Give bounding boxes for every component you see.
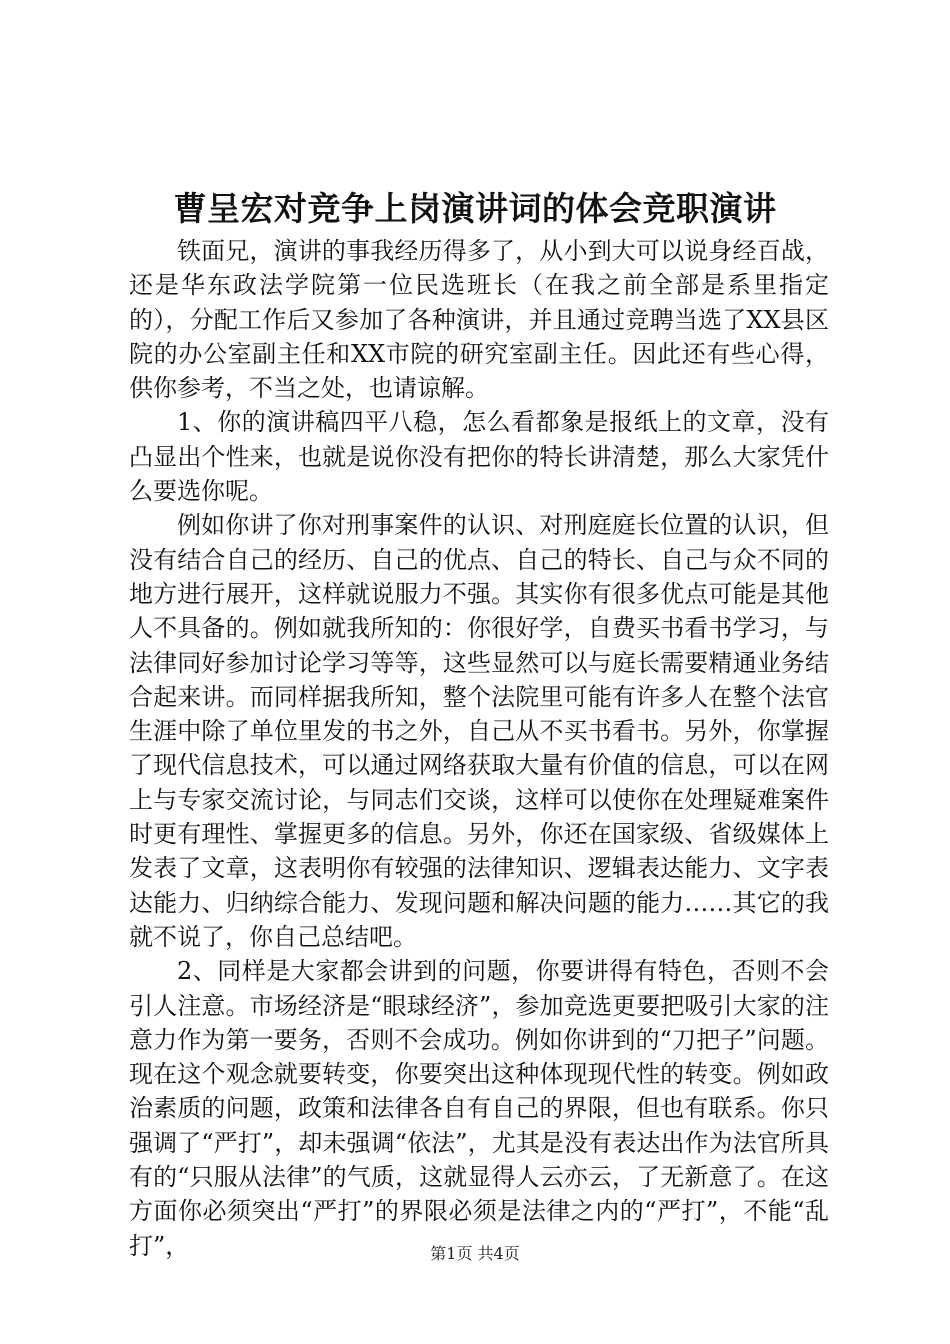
paragraph-example: 例如你讲了你对刑事案件的认识、对刑庭庭长位置的认识，但没有结合自己的经历、自己的优点、自己的特长、自己与众不同的地方进行展开，这样就说服力不强。其实你有很多优点可能是其他人不具备的。例如就我所知的：你很好学，自费买书看书学习，与法律同好参加讨论学习等等，这些显然可以与庭长需要精通业务结合起来讲。而同样据我所知，整个法院里可能有许多人在整个法官生涯中除了单位里发的书之外，自己从不买书看书。另外，你掌握了现代信息技术，可以通过网络获取大量有价值的信息，可以在网上与专家交流讨论，与同志们交谈，这样可以使你在处理疑难案件时更有理性、掌握更多的信息。另外，你还在国家级、省级媒体上发表了文章，这表明你有较强的法律知识、逻辑表达能力、文字表达能力、归纳综合能力、发现问题和解决问题的能力……其它的我就不说了，你自己总结吧。	[129, 511, 829, 951]
document-title: 曹呈宏对竞争上岗演讲词的体会竞职演讲	[173, 189, 777, 228]
page-number-footer: 第1页 共4页	[430, 1244, 520, 1263]
paragraph-intro: 铁面兄，演讲的事我经历得多了，从小到大可以说身经百战，还是华东政法学院第一位民选班长（在我之前全部是系里指定的），分配工作后又参加了各种演讲，并且通过竞聘当选了XX县区院的办公室副主任和XX市院的研究室副主任。因此还有些心得，供你参考，不当之处，也请谅解。	[129, 237, 829, 403]
paragraph-point-1: 1、你的演讲稿四平八稳，怎么看都象是报纸上的文章，没有凸显出个性来，也就是说你没有把你的特长讲清楚，那么大家凭什么要选你呢。	[129, 408, 829, 506]
document-body	[129, 234, 829, 1263]
paragraph-point-2: 2、同样是大家都会讲到的问题，你要讲得有特色，否则不会引人注意。市场经济是“眼球经济”，参加竞选更要把吸引大家的注意力作为第一要务，否则不会成功。例如你讲到的“刀把子”问题。现在这个观念就要转变，你要突出这种体现现代性的转变。例如政治素质的问题，政策和法律各自有自己的界限，但也有联系。你只强调了“严打”，却未强调“依法”，尤其是没有表达出作为法官所具有的“只服从法律”的气质，这就显得人云亦云，了无新意了。在这方面你必须突出“严打”的界限必须是法律之内的“严打”，不能“乱打”，	[129, 957, 829, 1260]
